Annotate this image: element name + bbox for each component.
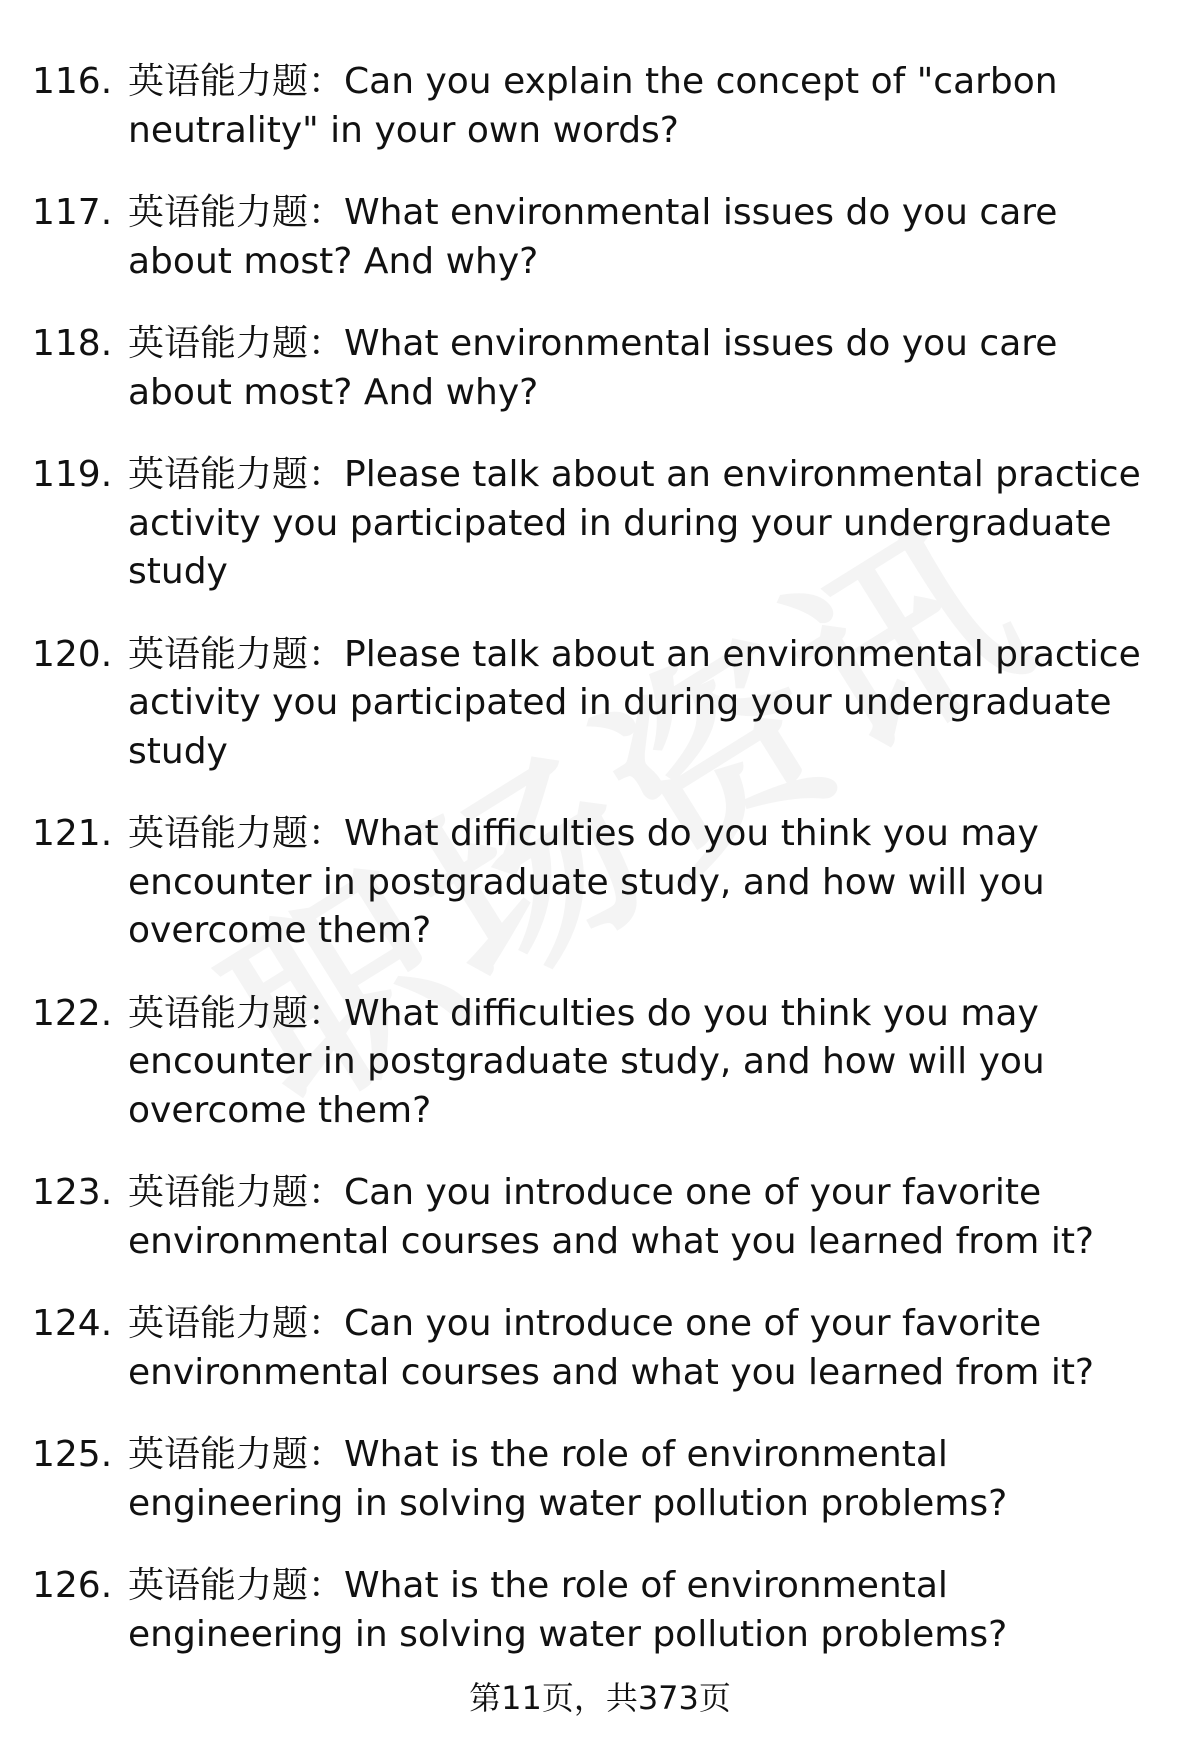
question-body bbox=[128, 189, 1162, 286]
question-category-label: 英语能力题： bbox=[128, 633, 345, 675]
question-item bbox=[32, 810, 1162, 956]
question-item bbox=[32, 320, 1162, 417]
question-item bbox=[32, 58, 1162, 155]
question-number: 124. bbox=[32, 1303, 113, 1344]
question-category-label: 英语能力题： bbox=[128, 192, 345, 233]
question-category-label: 英语能力题： bbox=[128, 992, 345, 1034]
question-body bbox=[128, 810, 1162, 956]
question-text: What is the role of environmental engineering in solving water pollution problems? bbox=[128, 1434, 1008, 1524]
question-item bbox=[32, 990, 1162, 1136]
page-number-label: 第11页，共373页 bbox=[469, 1679, 731, 1717]
question-body bbox=[128, 1431, 1162, 1528]
question-item bbox=[32, 189, 1162, 286]
question-item bbox=[32, 1431, 1162, 1528]
question-text: What difficulties do you think you may encounter in postgraduate study, and how will you overcome them? bbox=[128, 813, 1045, 951]
question-category-label: 英语能力题： bbox=[128, 61, 345, 102]
question-category-label: 英语能力题： bbox=[128, 1303, 345, 1344]
question-number: 120. bbox=[32, 633, 113, 675]
question-text: What environmental issues do you care about most? And why? bbox=[128, 192, 1058, 282]
question-body bbox=[128, 1300, 1162, 1397]
question-category-label: 英语能力题： bbox=[128, 1565, 345, 1606]
question-body bbox=[128, 1562, 1162, 1659]
question-body bbox=[128, 58, 1162, 155]
question-body bbox=[128, 631, 1162, 777]
question-body bbox=[128, 320, 1162, 417]
question-text: Can you introduce one of your favorite environmental courses and what you learned from it? bbox=[128, 1172, 1095, 1262]
question-number: 119. bbox=[32, 454, 113, 495]
question-text: What environmental issues do you care about most? And why? bbox=[128, 323, 1058, 413]
question-number: 126. bbox=[32, 1565, 113, 1606]
question-category-label: 英语能力题： bbox=[128, 813, 345, 854]
question-item bbox=[32, 631, 1162, 777]
question-text: What difficulties do you think you may encounter in postgraduate study, and how will you overcome them? bbox=[128, 992, 1045, 1131]
question-category-label: 英语能力题： bbox=[128, 454, 345, 495]
question-number: 116. bbox=[32, 61, 113, 102]
question-text: Please talk about an environmental practice activity you participated in during your undergraduate study bbox=[128, 454, 1141, 592]
question-number: 122. bbox=[32, 992, 113, 1034]
question-text: Can you introduce one of your favorite environmental courses and what you learned from it? bbox=[128, 1303, 1095, 1393]
question-text: Please talk about an environmental practice activity you participated in during your undergraduate study bbox=[128, 633, 1141, 772]
question-category-label: 英语能力题： bbox=[128, 1434, 345, 1475]
question-item bbox=[32, 1300, 1162, 1397]
question-body bbox=[128, 990, 1162, 1136]
question-number: 123. bbox=[32, 1172, 113, 1213]
question-body bbox=[128, 1169, 1162, 1266]
question-body bbox=[128, 451, 1162, 597]
question-number: 121. bbox=[32, 813, 113, 854]
question-number: 117. bbox=[32, 192, 113, 233]
question-item bbox=[32, 1562, 1162, 1659]
question-item bbox=[32, 451, 1162, 597]
page-footer bbox=[0, 1676, 1200, 1720]
question-item bbox=[32, 1169, 1162, 1266]
question-number: 118. bbox=[32, 323, 113, 364]
question-list bbox=[32, 58, 1162, 1693]
question-category-label: 英语能力题： bbox=[128, 323, 345, 364]
question-text: What is the role of environmental engineering in solving water pollution problems? bbox=[128, 1565, 1008, 1655]
question-category-label: 英语能力题： bbox=[128, 1172, 345, 1213]
question-text: Can you explain the concept of "carbon neutrality" in your own words? bbox=[128, 61, 1058, 151]
question-number: 125. bbox=[32, 1434, 113, 1475]
